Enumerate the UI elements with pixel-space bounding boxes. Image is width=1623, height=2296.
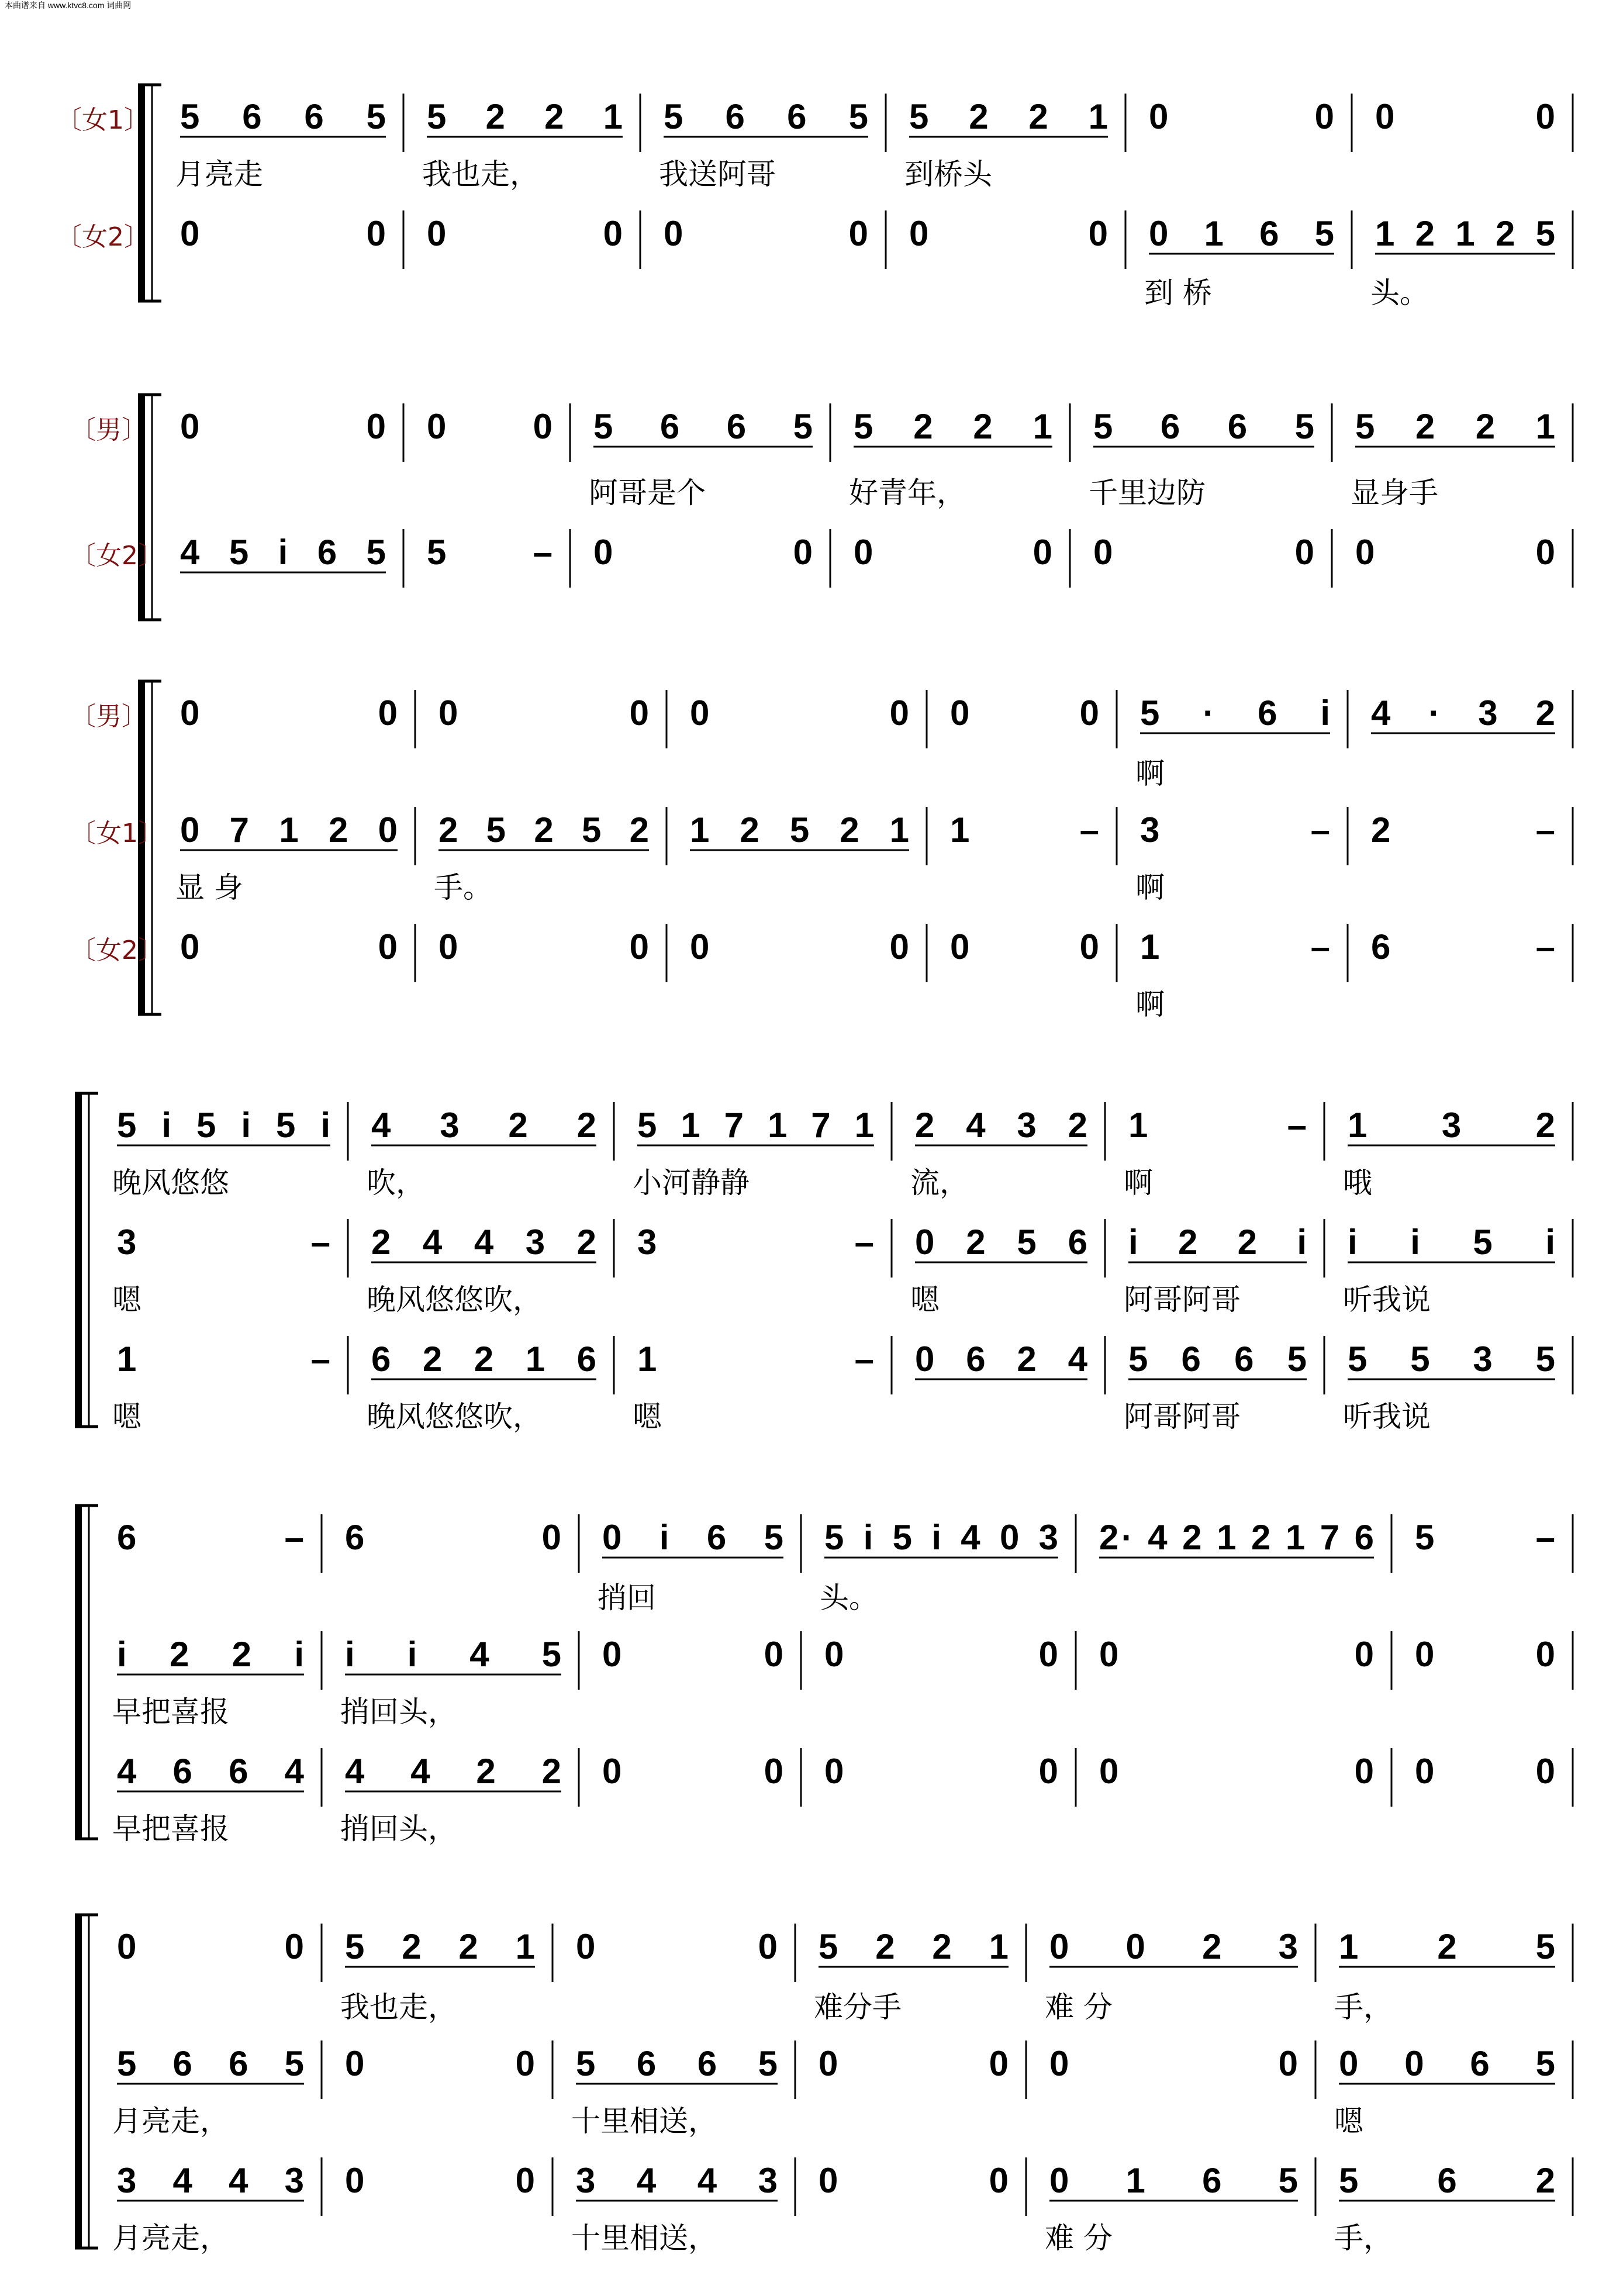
measure-notes: 0 1 6 5	[1149, 214, 1334, 253]
measure-notes: 0 0	[180, 693, 398, 733]
measure-notes: 0 0	[1093, 533, 1314, 572]
measure-notes: 0 2 5 6	[915, 1223, 1087, 1262]
lyric: 啊	[1135, 988, 1165, 1021]
measure-notes: 4 6 6 4	[117, 1752, 304, 1791]
lyric: 啊	[1124, 1166, 1153, 1200]
measure-notes: 5 6 2	[1339, 2161, 1555, 2200]
system-bracket	[75, 1506, 82, 1839]
lyric: 十里相送，	[571, 2104, 717, 2138]
measure-notes: 0 0	[824, 1635, 1058, 1674]
measure-notes: 3 –	[1140, 810, 1330, 850]
measure-notes: 4 4 2 2	[345, 1752, 561, 1791]
measure-notes: 5 –	[427, 533, 552, 572]
lyric: 难 分	[1045, 1990, 1113, 2024]
lyric: 听我说	[1343, 1283, 1431, 1317]
measure-notes: 5 5 3 5	[1348, 1339, 1555, 1379]
lyric: 月亮走，	[112, 2104, 229, 2138]
measure-notes: 0 0	[1355, 533, 1555, 572]
lyric: 捎回	[598, 1581, 656, 1615]
lyric: 手。	[434, 871, 492, 904]
measure-notes: 0 0	[819, 2044, 1009, 2083]
lyric: 难分手	[814, 1990, 902, 2024]
lyric: 晚风悠悠	[112, 1166, 229, 1200]
measure-notes: 0 0	[854, 533, 1052, 572]
system-3	[70, 681, 1573, 1021]
measure-notes: 0 0	[1049, 2044, 1298, 2083]
lyric: 头。	[1370, 276, 1429, 310]
lyric: 捎回头，	[340, 1812, 457, 1846]
measure-notes: 3 –	[117, 1223, 330, 1262]
measure-notes: 6 –	[117, 1518, 304, 1557]
voice-label: 〔女1〕	[70, 819, 164, 848]
measure-notes: 0 0	[690, 693, 909, 733]
measure-notes: 0 0	[427, 407, 552, 446]
measure-notes: 6 2 2 1 6	[371, 1339, 596, 1379]
measure-notes: 0 0	[593, 533, 813, 572]
lyric: 早把喜报	[112, 1695, 229, 1729]
voice-label: 〔男〕	[70, 702, 147, 731]
system-4	[75, 1093, 1573, 1434]
measure-notes: i i 4 5	[345, 1635, 561, 1674]
measure-notes: 5 i 5 i 4 0 3	[824, 1518, 1058, 1557]
measure-notes: 1 –	[637, 1339, 874, 1379]
lyric: 月亮走	[175, 157, 263, 191]
lyric: 我也走，	[340, 1990, 457, 2024]
lyric: 手，	[1334, 2221, 1393, 2255]
measure-notes: 0 0	[345, 2044, 535, 2083]
measure-notes: 1 2 1 2 5	[1375, 214, 1555, 253]
measure-notes: 4 · 3 2	[1371, 693, 1555, 733]
measure-notes: 1 –	[1140, 927, 1330, 966]
header-watermark: 本曲谱来自 www.ktvc8.com 词曲网	[5, 1, 132, 10]
lyric: 哦	[1343, 1166, 1372, 1200]
measure-notes: 3 4 4 3	[117, 2161, 304, 2200]
measure-notes: 0 0	[909, 214, 1108, 253]
measure-notes: 0 0	[1099, 1752, 1374, 1791]
measure-notes: 5 1 7 1 7 1	[637, 1106, 874, 1145]
measure-notes: 0 0	[824, 1752, 1058, 1791]
lyric: 我送阿哥	[659, 157, 776, 191]
score-systems	[56, 85, 1573, 2255]
measure-notes: 5 6 6 5	[664, 97, 868, 136]
lyric: 吹，	[367, 1166, 425, 1200]
measure-notes: 0 i 6 5	[602, 1518, 783, 1557]
measure-notes: 0 6 2 4	[915, 1339, 1087, 1379]
measure-notes: 2 –	[1371, 810, 1555, 850]
lyric: 听我说	[1343, 1400, 1431, 1434]
lyric: 嗯	[112, 1400, 141, 1434]
measure-notes: 0 0	[950, 693, 1099, 733]
measure-notes: 1 –	[950, 810, 1099, 850]
measure-notes: 2 5 2 5 2	[438, 810, 649, 850]
measure-notes: 0 0	[1149, 97, 1334, 136]
system-bracket	[75, 1915, 82, 2248]
measure-notes: 0 0	[819, 2161, 1009, 2200]
measure-notes: 0 0	[1375, 97, 1555, 136]
system-bracket	[75, 1093, 82, 1427]
measure-notes: 5 i 5 i 5 i	[117, 1106, 330, 1145]
measure-notes: 0 0	[1099, 1635, 1374, 1674]
measure-notes: 0 0	[950, 927, 1099, 966]
measure-notes: 5 –	[1415, 1518, 1555, 1557]
measure-notes: 5 2 2 1	[854, 407, 1052, 446]
voice-label: 〔女2〕	[56, 222, 150, 252]
measure-notes: 1 –	[117, 1339, 330, 1379]
lyric: 难 分	[1045, 2221, 1113, 2255]
measure-notes: 5 6 6 5	[576, 2044, 778, 2083]
lyric: 阿哥阿哥	[1124, 1400, 1241, 1434]
measure-notes: 0 0	[664, 214, 868, 253]
measure-notes: i 2 2 i	[1128, 1223, 1307, 1262]
measure-notes: 1 2 5	[1339, 1927, 1555, 1966]
lyric: 早把喜报	[112, 1812, 229, 1846]
measure-notes: 5 6 6 5	[180, 97, 386, 136]
measure-notes: 0 0	[576, 1927, 778, 1966]
measure-notes: 5 2 2 1	[345, 1927, 535, 1966]
measure-notes: 2 4 3 2	[915, 1106, 1087, 1145]
measure-notes: 5 6 6 5	[593, 407, 813, 446]
measure-notes: 2 4 4 3 2	[371, 1223, 596, 1262]
measure-notes: 5 2 2 1	[427, 97, 623, 136]
system-5	[75, 1506, 1573, 1846]
measure-notes: 0 0	[1415, 1752, 1555, 1791]
measure-notes: 0 0	[1415, 1635, 1555, 1674]
lyric: 捎回头，	[340, 1695, 457, 1729]
lyric: 千里边防	[1089, 476, 1206, 510]
measure-notes: 6 0	[345, 1518, 561, 1557]
measure-notes: 0 1 6 5	[1049, 2161, 1298, 2200]
measure-notes: 0 0 2 3	[1049, 1927, 1298, 1966]
voice-label: 〔女2〕	[70, 935, 164, 965]
lyric: 十里相送，	[571, 2221, 717, 2255]
voice-label: 〔男〕	[70, 415, 147, 445]
measure-notes: 2· 4 2 1 2 1 7 6	[1099, 1518, 1374, 1557]
measure-notes: 5 · 6 i	[1140, 693, 1330, 733]
lyric: 手，	[1334, 1990, 1393, 2024]
measure-notes: 5 6 6 5	[1128, 1339, 1307, 1379]
measure-notes: 0 0	[180, 214, 386, 253]
system-2	[70, 395, 1573, 620]
system-6	[75, 1915, 1573, 2255]
lyric: 到桥头	[904, 157, 992, 191]
measure-notes: 5 2 2 1	[1355, 407, 1555, 446]
lyric: 嗯	[1334, 2104, 1363, 2138]
lyric: 嗯	[910, 1283, 940, 1317]
measure-notes: 5 6 6 5	[1093, 407, 1314, 446]
measure-notes: 1 –	[1128, 1106, 1307, 1145]
measure-notes: 3 4 4 3	[576, 2161, 778, 2200]
measure-notes: 5 2 2 1	[819, 1927, 1009, 1966]
measure-notes: 0 7 1 2 0	[180, 810, 398, 850]
measure-notes: 0 0	[438, 927, 649, 966]
lyric: 显身手	[1351, 476, 1438, 510]
measure-notes: 1 2 5 2 1	[690, 810, 909, 850]
lyric: 晚风悠悠吹，	[367, 1400, 542, 1434]
measure-notes: 0 0	[427, 214, 623, 253]
measure-notes: 0 0	[438, 693, 649, 733]
measure-notes: 1 3 2	[1348, 1106, 1555, 1145]
lyric: 月亮走，	[112, 2221, 229, 2255]
measure-notes: 0 0 6 5	[1339, 2044, 1555, 2083]
system-1	[56, 85, 1573, 310]
measure-notes: 5 6 6 5	[117, 2044, 304, 2083]
measure-notes: 0 0	[345, 2161, 535, 2200]
measure-notes: 0 0	[690, 927, 909, 966]
measure-notes: 3 –	[637, 1223, 874, 1262]
lyric: 嗯	[633, 1400, 662, 1434]
measure-notes: 4 5 i 6 5	[180, 533, 386, 572]
lyric: 嗯	[112, 1283, 141, 1317]
lyric: 阿哥是个	[589, 476, 706, 510]
measure-notes: 6 –	[1371, 927, 1555, 966]
lyric: 好青年，	[849, 476, 966, 510]
measure-notes: 0 0	[602, 1635, 783, 1674]
measure-notes: 4 3 2 2	[371, 1106, 596, 1145]
lyric: 流，	[910, 1166, 969, 1200]
lyric: 晚风悠悠吹，	[367, 1283, 542, 1317]
lyric: 小河静静	[633, 1166, 750, 1200]
measure-notes: 5 2 2 1	[909, 97, 1108, 136]
lyric: 啊	[1135, 757, 1165, 790]
measure-notes: i i 5 i	[1348, 1223, 1555, 1262]
voice-label: 〔女2〕	[70, 541, 164, 571]
lyric: 我也走，	[422, 157, 539, 191]
lyric: 到 桥	[1144, 276, 1212, 310]
measure-notes: 0 0	[117, 1927, 304, 1966]
measure-notes: 0 0	[180, 927, 398, 966]
lyric: 头。	[820, 1581, 878, 1615]
lyric: 显 身	[175, 871, 243, 904]
lyric: 啊	[1135, 871, 1165, 904]
measure-notes: 0 0	[180, 407, 386, 446]
voice-label: 〔女1〕	[56, 105, 150, 135]
measure-notes: i 2 2 i	[117, 1635, 304, 1674]
measure-notes: 0 0	[602, 1752, 783, 1791]
lyric: 阿哥阿哥	[1124, 1283, 1241, 1317]
